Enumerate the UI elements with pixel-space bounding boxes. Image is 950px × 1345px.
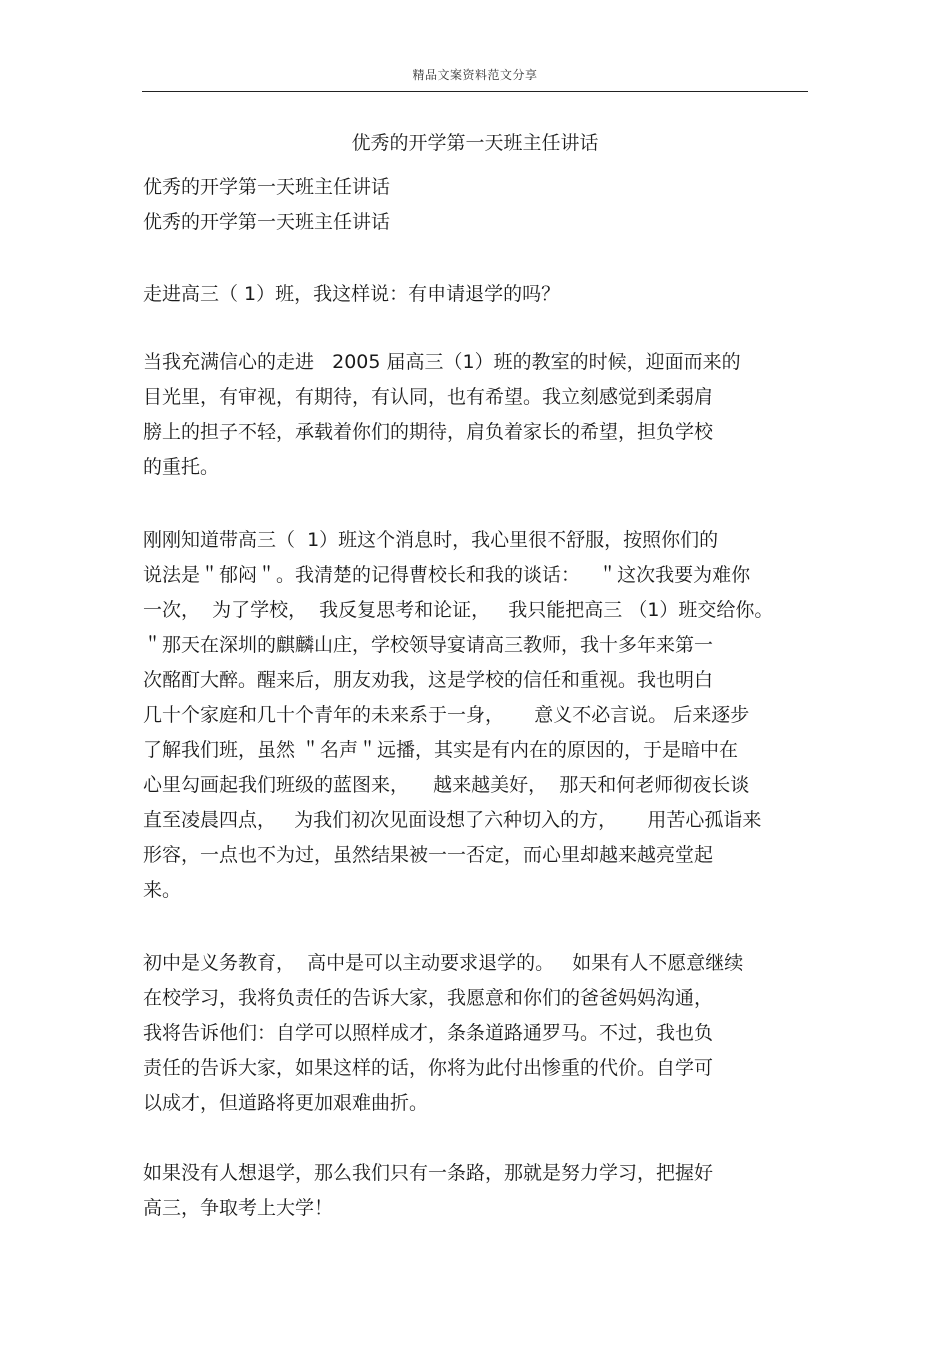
paragraph	[143, 946, 823, 1121]
text-line: 以成才，但道路将更加艰难曲折。	[143, 1092, 429, 1114]
text-line: 当我充满信心的走进 2005 届高三（1）班的教室的时候，迎面而来的	[143, 351, 741, 373]
header-divider	[142, 91, 808, 92]
text-line: 说法是＂郁闷＂。我清楚的记得曹校长和我的谈话： ＂这次我要为难你	[143, 564, 751, 586]
paragraph	[143, 523, 823, 908]
text-line: ＂那天在深圳的麒麟山庄，学校领导宴请高三教师，我十多年来第一	[143, 634, 714, 656]
text-line: 几十个家庭和几十个青年的未来系于一身， 意义不必言说。 后来逐步	[143, 704, 750, 726]
text-line: 来。	[143, 879, 182, 901]
text-line: 优秀的开学第一天班主任讲话	[143, 211, 391, 233]
paragraph	[143, 170, 823, 240]
paragraph	[143, 277, 823, 312]
paragraph	[143, 345, 823, 485]
text-line: 目光里，有审视，有期待，有认同，也有希望。我立刻感觉到柔弱肩	[143, 386, 714, 408]
text-line: 如果没有人想退学，那么我们只有一条路，那就是努力学习，把握好	[143, 1162, 714, 1184]
text-line: 心里勾画起我们班级的蓝图来， 越来越美好， 那天和何老师彻夜长谈	[143, 774, 750, 796]
text-line: 形容，一点也不为过，虽然结果被一一否定，而心里却越来越亮堂起	[143, 844, 714, 866]
text-line: 在校学习，我将负责任的告诉大家，我愿意和你们的爸爸妈妈沟通，	[143, 987, 714, 1009]
text-line: 走进高三（ 1）班，我这样说：有申请退学的吗？	[143, 283, 561, 305]
text-line: 了解我们班，虽然 ＂名声＂远播，其实是有内在的原因的，于是暗中在	[143, 739, 739, 761]
text-line: 次酩酊大醉。醒来后，朋友劝我，这是学校的信任和重视。我也明白	[143, 669, 714, 691]
page-header: 精品文案资料范文分享	[412, 68, 538, 82]
text-line: 膀上的担子不轻，承载着你们的期待，肩负着家长的希望，担负学校	[143, 421, 714, 443]
text-line: 高三，争取考上大学！	[143, 1197, 334, 1219]
text-line: 初中是义务教育， 高中是可以主动要求退学的。 如果有人不愿意继续	[143, 952, 744, 974]
text-line: 直至凌晨四点， 为我们初次见面设想了六种切入的方， 用苦心孤诣来	[143, 809, 762, 831]
paragraph	[143, 1156, 823, 1226]
text-line: 责任的告诉大家，如果这样的话，你将为此付出惨重的代价。自学可	[143, 1057, 714, 1079]
text-line: 刚刚知道带高三（ 1）班这个消息时，我心里很不舒服，按照你们的	[143, 529, 719, 551]
text-line: 的重托。	[143, 456, 220, 478]
text-line: 我将告诉他们：自学可以照样成才，条条道路通罗马。不过，我也负	[143, 1022, 714, 1044]
text-line: 一次， 为了学校， 我反复思考和论证， 我只能把高三 （1）班交给你。	[143, 599, 774, 621]
document-title: 优秀的开学第一天班主任讲话	[351, 132, 599, 154]
text-line: 优秀的开学第一天班主任讲话	[143, 176, 391, 198]
